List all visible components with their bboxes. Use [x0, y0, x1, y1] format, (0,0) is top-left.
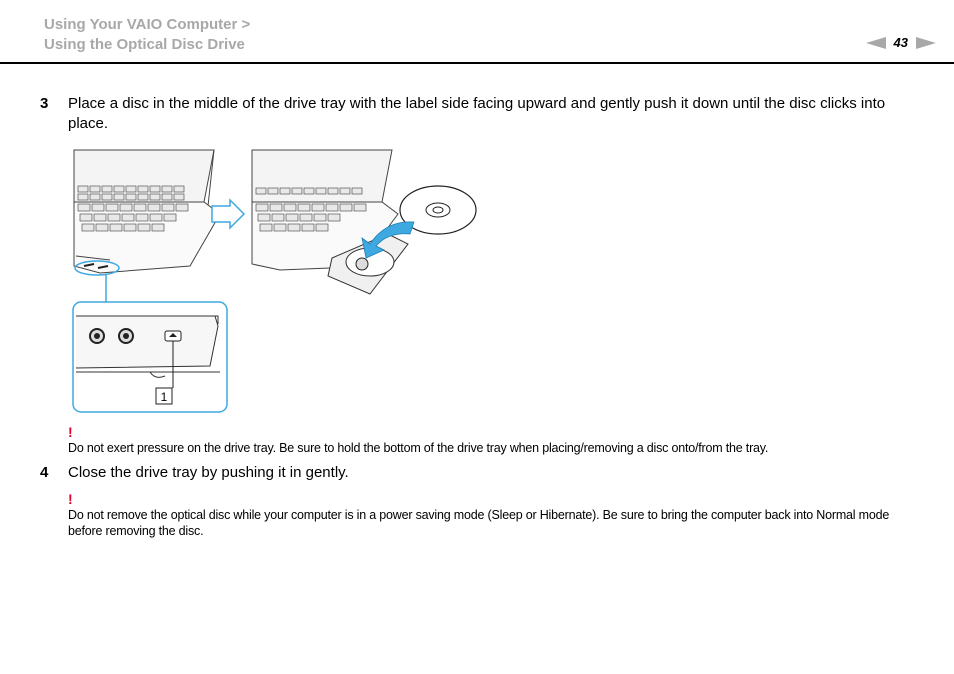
previous-page-icon[interactable] — [866, 37, 886, 49]
page-number: 43 — [893, 35, 908, 50]
headphone-jack-detail-callout — [73, 302, 227, 412]
next-page-icon[interactable] — [916, 37, 936, 49]
warning-icon: ! — [68, 491, 73, 507]
laptop-open-tray-drawing — [252, 150, 476, 294]
warning-text: Do not remove the optical disc while your computer is in a power saving mode (Sleep or Hibernate). Be sure to bring the computer back into Normal mode before removing the disc. — [68, 508, 890, 538]
callout-number: 1 — [160, 390, 168, 404]
breadcrumb-parent[interactable]: Using Your VAIO Computer > — [44, 16, 251, 33]
page-navigation — [866, 35, 936, 50]
step-text: Close the drive tray by pushing it in gently. — [68, 464, 349, 481]
header-divider — [0, 62, 954, 64]
breadcrumb-current: Using the Optical Disc Drive — [44, 36, 245, 53]
disc-insertion-illustration — [70, 148, 482, 416]
warning-icon: ! — [68, 424, 73, 440]
step-number: 4 — [40, 464, 49, 481]
laptop-closed-tray-drawing — [74, 150, 220, 275]
arrow-right-icon — [212, 200, 244, 228]
page-header — [0, 0, 954, 64]
warning-text: Do not exert pressure on the drive tray. Be sure to hold the bottom of the drive tray when placing/removing a disc onto/from the tray. — [68, 441, 769, 455]
step-text: Place a disc in the middle of the drive tray with the label side facing upward and gently push it down until the disc clicks into place. — [68, 95, 886, 132]
warning-note — [68, 491, 918, 539]
step-number: 3 — [40, 95, 49, 112]
warning-note — [68, 424, 918, 456]
